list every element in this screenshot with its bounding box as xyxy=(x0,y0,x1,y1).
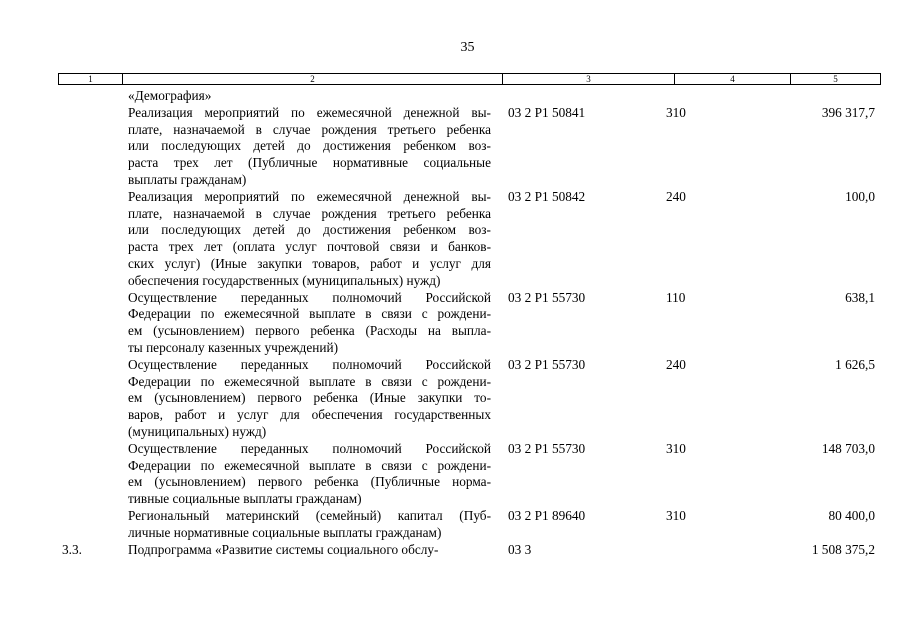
row-name-line: ты персоналу казенных учреждений) xyxy=(128,339,338,355)
row-expense-type: 110 xyxy=(666,289,686,305)
row-target-article: 03 2 P1 89640 xyxy=(508,507,586,523)
row-name-line: Федерации по ежемесячной выплате в связи с рождени- xyxy=(128,373,491,389)
row-name-line: ем (усыновлением) первого ребенка (Публичные норма- xyxy=(128,474,491,490)
row-name-line: ских услуг) (Иные закупки товаров, работ и услуг для xyxy=(128,255,491,271)
row-amount: 396 317,7 xyxy=(821,104,875,120)
row-name-line: или последующих детей до достижения ребенком воз- xyxy=(128,222,491,238)
row-name-line: (муниципальных) нужд) xyxy=(128,423,267,439)
row-name-line: ем (усыновлением) первого ребенка (Расходы на выпла- xyxy=(128,323,491,339)
row-expense-type: 310 xyxy=(666,440,686,456)
row-expense-type: 240 xyxy=(666,356,686,372)
row-name xyxy=(128,189,491,290)
row-expense-type: 310 xyxy=(666,507,686,523)
header-col-3: 3 xyxy=(503,74,675,85)
table-row xyxy=(0,88,905,105)
row-name-line: Осуществление переданных полномочий Российской xyxy=(128,356,491,372)
header-col-5: 5 xyxy=(791,74,881,85)
header-col-2: 2 xyxy=(123,74,503,85)
row-target-article: 03 3 xyxy=(508,541,532,557)
column-number-header xyxy=(58,73,881,85)
table-row xyxy=(0,441,905,508)
row-name-line: Осуществление переданных полномочий Российской xyxy=(128,440,491,456)
table-row xyxy=(0,105,905,189)
row-name-line: Реализация мероприятий по ежемесячной денежной вы- xyxy=(128,104,491,120)
row-amount: 148 703,0 xyxy=(821,440,875,456)
row-name xyxy=(128,290,491,357)
row-name-line: Региональный материнский (семейный) капитал (Пуб- xyxy=(128,507,491,523)
row-name-line: плате, назначаемой в случае рождения третьего ребенка xyxy=(128,205,491,221)
row-name-line: раста трех лет (Публичные нормативные социальные xyxy=(128,155,491,171)
row-name-line: Реализация мероприятий по ежемесячной денежной вы- xyxy=(128,188,491,204)
row-name-line: Осуществление переданных полномочий Российской xyxy=(128,289,491,305)
row-name xyxy=(128,441,491,508)
header-col-4: 4 xyxy=(675,74,791,85)
row-expense-type: 310 xyxy=(666,104,686,120)
row-target-article: 03 2 P1 55730 xyxy=(508,289,586,305)
row-name-line: или последующих детей до достижения ребенком воз- xyxy=(128,138,491,154)
row-name xyxy=(128,542,491,559)
row-target-article: 03 2 P1 55730 xyxy=(508,356,586,372)
row-name-line: ем (усыновлением) первого ребенка (Иные закупки то- xyxy=(128,390,491,406)
table-row xyxy=(0,189,905,290)
row-name xyxy=(128,105,491,189)
row-target-article: 03 2 P1 50842 xyxy=(508,188,586,204)
row-amount: 638,1 xyxy=(845,289,875,305)
row-name-line: плате, назначаемой в случае рождения третьего ребенка xyxy=(128,121,491,137)
header-col-1: 1 xyxy=(59,74,123,85)
row-name xyxy=(128,508,491,542)
row-name xyxy=(128,357,491,441)
row-amount: 100,0 xyxy=(845,188,875,204)
row-name-line: личные нормативные социальные выплаты гражданам) xyxy=(128,524,442,540)
budget-table-body xyxy=(0,88,905,558)
page-number: 35 xyxy=(460,40,475,55)
row-name-line: тивные социальные выплаты гражданам) xyxy=(128,491,362,507)
row-name-line: раста трех лет (оплата услуг почтовой связи и банков- xyxy=(128,239,491,255)
row-name-line: выплаты гражданам) xyxy=(128,171,247,187)
row-name-line: Федерации по ежемесячной выплате в связи с рождени- xyxy=(128,306,491,322)
table-row xyxy=(0,508,905,542)
row-name-line: варов, работ и услуг для обеспечения государственных xyxy=(128,407,491,423)
table-row xyxy=(0,290,905,357)
row-target-article: 03 2 P1 50841 xyxy=(508,104,586,120)
row-amount: 1 626,5 xyxy=(835,356,875,372)
row-number: 3.3. xyxy=(62,541,82,557)
row-name-line: «Демография» xyxy=(128,88,212,103)
row-name-line: обеспечения государственных (муниципальных) нужд) xyxy=(128,272,441,288)
row-target-article: 03 2 P1 55730 xyxy=(508,440,586,456)
table-row xyxy=(0,542,905,559)
row-name xyxy=(128,88,491,105)
table-row xyxy=(0,357,905,441)
row-expense-type: 240 xyxy=(666,188,686,204)
row-name-line: Подпрограмма «Развитие системы социального обслу- xyxy=(128,541,439,557)
row-amount: 1 508 375,2 xyxy=(811,541,875,557)
row-name-line: Федерации по ежемесячной выплате в связи с рождени- xyxy=(128,457,491,473)
row-amount: 80 400,0 xyxy=(828,507,875,523)
